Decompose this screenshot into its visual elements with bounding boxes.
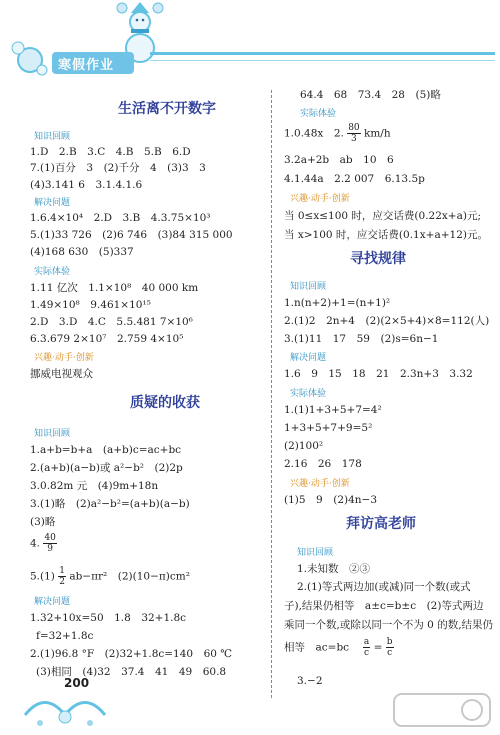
answer-line: 1.6.4×10⁴ 2.D 3.B 4.3.75×10³ — [30, 212, 211, 224]
header-title: 寒假作业 — [58, 58, 115, 73]
equals-sign: = — [373, 641, 383, 654]
section-label: 兴趣·动手·创新 — [34, 353, 94, 363]
fraction-numerator: b — [386, 637, 393, 647]
section-label: 实际体验 — [290, 389, 327, 399]
section-label: 解决问题 — [34, 597, 71, 607]
answer-line: 1.n(n+2)+1=(n+1)² — [284, 297, 391, 309]
header-rule-thin — [150, 60, 495, 61]
section-title: 质疑的收获 — [130, 395, 200, 411]
answer-line: 64.4 68 73.4 28 (5)略 — [300, 89, 441, 101]
answer-line-fraction — [30, 566, 190, 587]
answer-prefix: 4. — [30, 537, 41, 550]
fraction-denominator: 2 — [59, 577, 65, 587]
fraction-denominator: 9 — [47, 544, 53, 554]
section-label: 知识回顾 — [297, 548, 334, 558]
fraction-numerator: 40 — [44, 533, 56, 543]
snowflake-cluster-icon — [12, 42, 47, 75]
answer-line: 7.(1)百分 3 (2)千分 4 (3)3 3 — [30, 162, 206, 174]
answer-line: 1.11 亿次 1.1×10⁸ 40 000 km — [30, 282, 199, 294]
answer-line: 2.(1)2 2n+4 (2)(2×5+4)×8=112(人) — [284, 315, 490, 327]
fraction — [347, 123, 360, 144]
footer-snowflake-decoration — [20, 685, 140, 730]
answer-prefix: 相等 ac=bc — [284, 641, 360, 654]
fraction-numerator: 80 — [348, 123, 360, 133]
section-label: 知识回顾 — [34, 429, 71, 439]
fraction — [363, 637, 370, 658]
answer-line: 1.a+b=b+a (a+b)c=ac+bc — [30, 444, 182, 456]
answer-line: 3.(1)11 17 59 (2)s=6n−1 — [284, 333, 439, 345]
section-label: 解决问题 — [34, 198, 71, 208]
fraction — [43, 533, 56, 554]
fraction-denominator: c — [364, 648, 370, 658]
watermark-logo-icon — [392, 690, 492, 730]
answer-line: (3)略 — [30, 516, 56, 528]
fraction-denominator: 3 — [351, 134, 357, 144]
answer-line: 5.(1)33 726 (2)6 746 (3)84 315 000 — [30, 229, 233, 241]
answer-line: (4)168 630 (5)337 — [30, 246, 134, 258]
section-label: 实际体验 — [34, 267, 71, 277]
section-title: 拜访高老师 — [346, 516, 416, 532]
answer-line: f=32+1.8c — [36, 630, 94, 642]
section-label: 兴趣·动手·创新 — [290, 194, 350, 204]
answer-prefix: 1.0.48x 2. — [284, 127, 344, 140]
answer-line-fraction — [30, 533, 57, 554]
answer-suffix: km/h — [363, 127, 391, 140]
answer-line-fraction — [284, 637, 394, 658]
answer-line: 1.49×10⁸ 9.461×10¹⁵ — [30, 299, 151, 311]
answer-line: 2.D 3.D 4.C 5.5.481 7×10⁶ — [30, 316, 193, 328]
answer-line: 子),结果仍相等 a±c=b±c (2)等式两边 — [284, 600, 484, 612]
fraction-denominator: c — [387, 648, 393, 658]
answer-line: 1.(1)1+3+5+7=4² — [284, 404, 382, 416]
answer-line: 挪威电视观众 — [30, 368, 93, 380]
answer-line: 4.1.44a 2.2 007 6.13.5p — [284, 173, 425, 185]
answer-line: (3)相同 (4)32 37.4 41 49 60.8 — [36, 666, 227, 678]
section-label: 知识回顾 — [34, 132, 71, 142]
answer-line: 3.−2 — [297, 675, 323, 687]
answer-line: 2.(1)96.8 °F (2)32+1.8c=140 60 ℃ — [30, 648, 233, 660]
answer-line: (4)3.141 6 3.1.4.1.6 — [30, 179, 143, 191]
answer-line: (2)100² — [284, 440, 324, 452]
answer-line: 当 x>100 时，应交话费(0.1x+a+12)元。 — [284, 229, 488, 241]
answer-line: 3.2a+2b ab 10 6 — [284, 154, 394, 166]
answer-line: 3.(1)略 (2)a²−b²=(a+b)(a−b) — [30, 498, 190, 510]
answer-line: 1.D 2.B 3.C 4.B 5.B 6.D — [30, 146, 191, 158]
column-divider — [271, 90, 272, 698]
answer-line: 1.6 9 15 18 21 2.3n+3 3.32 — [284, 368, 473, 380]
answer-line: 当 0≤x≤100 时，应交话费(0.22x+a)元; — [284, 210, 482, 222]
fraction — [386, 637, 394, 658]
fraction — [58, 566, 66, 587]
fraction-numerator: a — [363, 637, 370, 647]
answer-line: 2.16 26 178 — [284, 458, 362, 470]
answer-line: 1+3+5+7+9=5² — [284, 422, 373, 434]
answer-rest: ab−πr² (2)(10−π)cm² — [69, 570, 190, 583]
answer-line: 6.3.679 2×10⁷ 2.759 4×10⁵ — [30, 333, 184, 345]
answer-line: 1.32+10x=50 1.8 32+1.8c — [30, 612, 187, 624]
answer-line: 2.(1)等式两边加(或减)同一个数(或式 — [297, 581, 471, 593]
answer-line: 1.未知数 ②③ — [297, 563, 371, 575]
fraction-numerator: 1 — [59, 566, 65, 576]
answer-line: 2.(a+b)(a−b)或 a²−b² (2)2p — [30, 462, 183, 474]
answer-line-fraction — [284, 123, 391, 144]
section-label: 解决问题 — [290, 353, 327, 363]
answer-line: 3.0.82m 元 (4)9m+18n — [30, 480, 159, 492]
answer-line: 乘同一个数,或除以同一个不为 0 的数,结果仍 — [284, 619, 494, 631]
header-rule — [150, 52, 495, 55]
section-title: 生活离不开数字 — [118, 101, 216, 117]
section-title: 寻找规律 — [350, 251, 406, 267]
section-label: 兴趣·动手·创新 — [290, 479, 350, 489]
page-number: 200 — [64, 676, 90, 690]
section-label: 实际体验 — [300, 109, 337, 119]
answer-prefix: 5.(1) — [30, 570, 55, 583]
answer-line: (1)5 9 (2)4n−3 — [284, 494, 378, 506]
section-label: 知识回顾 — [290, 282, 327, 292]
